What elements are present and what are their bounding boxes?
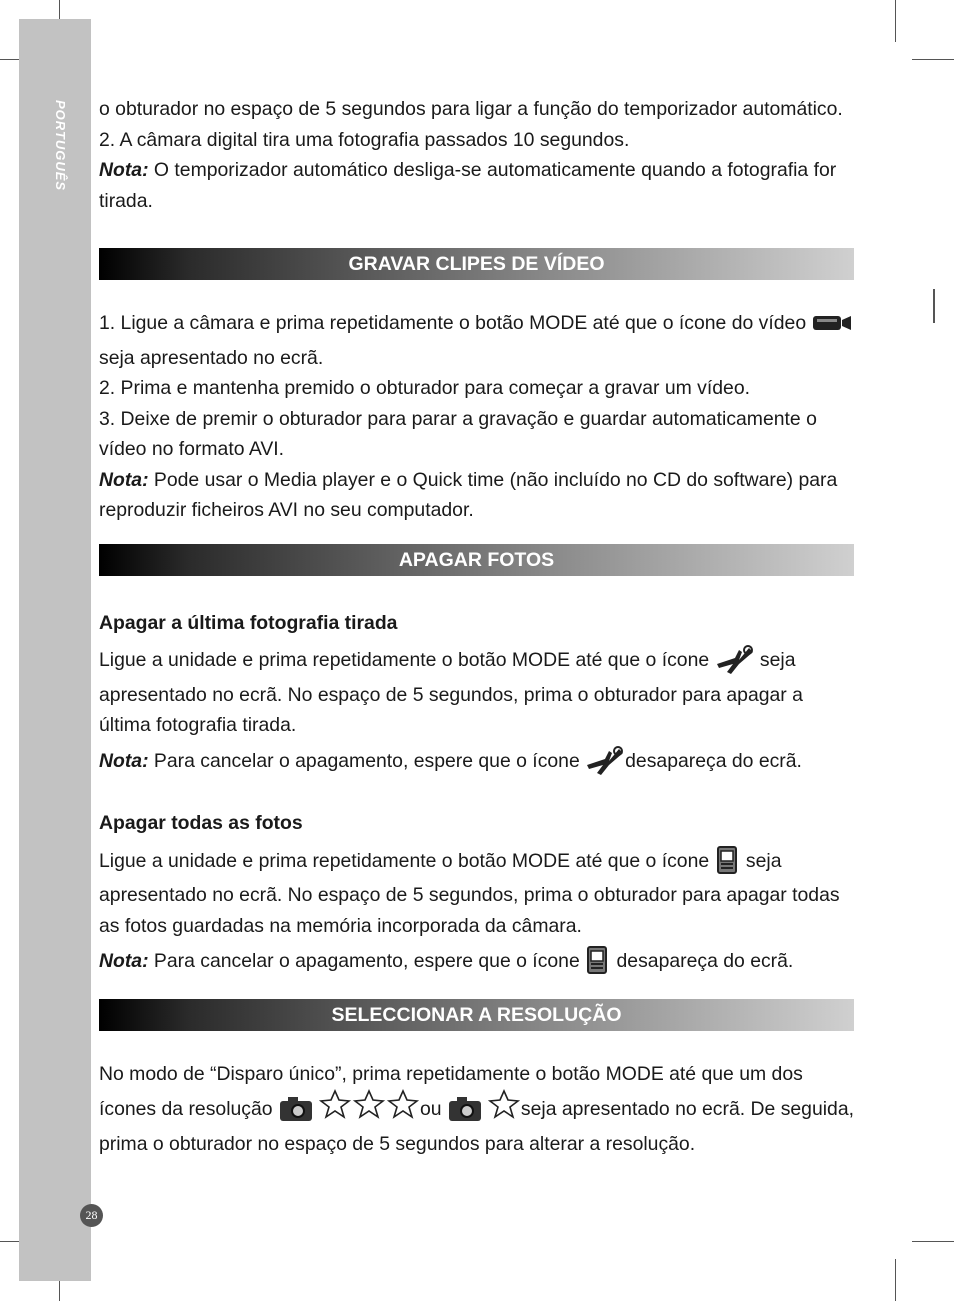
delete-all-photos-icon bbox=[585, 945, 611, 981]
delete-last-text-a: Ligue a unidade e prima repetidamente o botão MODE até que o ícone bbox=[99, 649, 715, 671]
subheading-delete-all: Apagar todas as fotos bbox=[99, 812, 303, 834]
resolution-camera-icon bbox=[447, 1095, 487, 1129]
resolution-text-b: seja apresentado no ecrã. De seguida, prima o obturador no espaço de 5 segundos para alterar a resolução. bbox=[99, 1098, 855, 1155]
intro-line-1: o obturador no espaço de 5 segundos para ligar a função do temporizador automático. bbox=[99, 98, 843, 120]
resolution-text bbox=[99, 1059, 854, 1160]
note-label: Nota: bbox=[99, 468, 149, 491]
language-label-text: PORTUGUÊS bbox=[53, 100, 68, 192]
crop-mark bbox=[912, 1241, 954, 1242]
page-content bbox=[99, 94, 854, 1159]
section-heading-video: GRAVAR CLIPES DE VÍDEO bbox=[99, 248, 854, 280]
star-icon bbox=[352, 1089, 386, 1129]
section-heading-resolution: SELECCIONAR A RESOLUÇÃO bbox=[99, 999, 854, 1031]
resolution-camera-icon bbox=[278, 1095, 318, 1129]
delete-last-photo-icon bbox=[715, 644, 755, 680]
subheading-delete-last: Apagar a última fotografia tirada bbox=[99, 611, 398, 634]
delete-last-note bbox=[99, 745, 854, 781]
star-icon bbox=[318, 1089, 352, 1129]
video-step-1-end: seja apresentado no ecrã. bbox=[99, 346, 324, 369]
video-step-1 bbox=[99, 308, 854, 373]
delete-all-text-b: seja apresentado no ecrã. No espaço de 5 segundos, prima o obturador para apagar todas as fotos guardadas na memória incorporada da câmara. bbox=[99, 849, 840, 937]
note-text: Para cancelar o apagamento, espere que o ícone bbox=[148, 749, 586, 772]
note-text: Para cancelar o apagamento, espere que o ícone bbox=[148, 950, 586, 972]
resolution-text-or: ou bbox=[419, 1098, 447, 1120]
crop-mark bbox=[895, 1259, 896, 1301]
video-camera-icon bbox=[812, 312, 852, 343]
video-note bbox=[99, 465, 854, 526]
note-text: Pode usar o Media player e o Quick time (não incluído no CD do software) para reproduzir ficheiros AVI no seu computador. bbox=[99, 468, 838, 521]
section-heading-delete: APAGAR FOTOS bbox=[99, 544, 854, 576]
note-label: Nota: bbox=[99, 749, 149, 772]
star-icon bbox=[487, 1089, 521, 1129]
video-step-2: 2. Prima e mantenha premido o obturador para começar a gravar um vídeo. bbox=[99, 377, 750, 399]
note-text-end: desapareça do ecrã. bbox=[625, 749, 802, 772]
note-label: Nota: bbox=[99, 159, 149, 181]
star-icon bbox=[386, 1089, 420, 1129]
video-step-1-text: 1. Ligue a câmara e prima repetidamente o botão MODE até que o ícone do vídeo bbox=[99, 312, 812, 334]
delete-all-photos-icon bbox=[715, 845, 741, 881]
note-label: Nota: bbox=[99, 950, 149, 972]
delete-all-note bbox=[99, 945, 854, 981]
intro-paragraph bbox=[99, 94, 854, 125]
intro-step-2: 2. A câmara digital tira uma fotografia passados 10 segundos. bbox=[99, 128, 630, 151]
delete-all-text bbox=[99, 845, 854, 942]
page-number: 28 bbox=[80, 1204, 103, 1227]
crop-mark bbox=[912, 59, 954, 60]
note-text: O temporizador automático desliga-se automaticamente quando a fotografia for tirada. bbox=[99, 159, 837, 212]
crop-mark bbox=[895, 0, 896, 42]
video-step-3: 3. Deixe de premir o obturador para parar a gravação e guardar automaticamente o vídeo no formato AVI. bbox=[99, 407, 817, 460]
intro-note bbox=[99, 155, 854, 216]
resolution-text-a: No modo de “Disparo único”, prima repetidamente o botão MODE até que um dos ícones da resolução bbox=[99, 1062, 803, 1120]
note-text-end: desapareça do ecrã. bbox=[611, 950, 794, 972]
delete-last-text-b: seja apresentado no ecrã. No espaço de 5 segundos, prima o obturador para apagar a última fotografia tirada. bbox=[99, 649, 803, 736]
language-label bbox=[53, 100, 92, 210]
delete-all-text-a: Ligue a unidade e prima repetidamente o botão MODE até que o ícone bbox=[99, 849, 715, 872]
delete-last-photo-icon bbox=[585, 745, 625, 781]
crop-mark bbox=[933, 289, 935, 323]
delete-last-text bbox=[99, 644, 854, 741]
